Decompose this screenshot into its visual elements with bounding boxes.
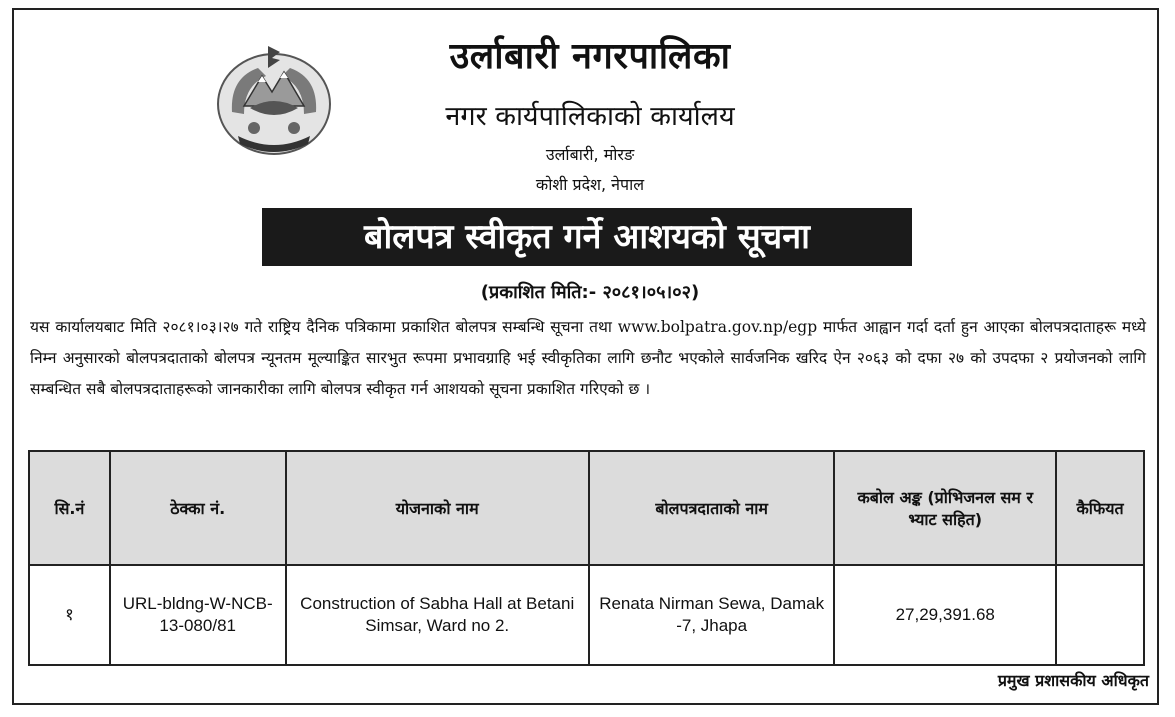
address-line-1: उर्लाबारी, मोरङ (545, 145, 635, 164)
header-bidder-name: बोलपत्रदाताको नाम (589, 451, 835, 565)
signature-title: प्रमुख प्रशासकीय अधिकृत (997, 671, 1149, 690)
cell-project-name: Construction of Sabha Hall at Betani Simsar, Ward no 2. (286, 565, 589, 665)
header-sn: सि.नं (29, 451, 110, 565)
table-header-row (29, 451, 1144, 565)
header-project-name: योजनाको नाम (286, 451, 589, 565)
cell-contract-no: URL-bldng-W-NCB-13-080/81 (110, 565, 286, 665)
header-bid-amount: कबोल अङ्क (प्रोभिजनल सम र भ्याट सहित) (834, 451, 1056, 565)
notice-title: बोलपत्र स्वीकृत गर्ने आशयको सूचना (262, 208, 912, 266)
award-table (28, 450, 1145, 666)
office-name: नगर कार्यपालिकाको कार्यालय (445, 101, 735, 132)
table-row (29, 565, 1144, 665)
published-date: (प्रकाशित मिति:- २०८१।०५।०२) (480, 282, 700, 303)
notice-body: यस कार्यालयबाट मिति २०८१।०३।२७ गते राष्ट्रिय दैनिक पत्रिकामा प्रकाशित बोलपत्र सम्बन्धि सूचना तथा www.bolpatra.gov.np/egp मार्फत आह्वान गर्दा दर्ता हुन आएका बोलपत्रदाताहरू मध्ये निम्न अनुसारको बोलपत्रदाताको बोलपत्र न्यूनतम मूल्याङ्कित सारभुत रूपमा प्रभावग्राहि भई स्वीकृतिका लागि छनौट भएकोले सार्वजनिक खरिद ऐन २०६३ को दफा २७ को उपदफा २ प्रयोजनको लागि सम्बन्धित सबै बोलपत्रदाताहरूको जानकारीका लागि बोलपत्र स्वीकृत गर्न आशयको सूचना प्रकाशित गरिएको छ । (30, 318, 1146, 398)
cell-bid-amount: 27,29,391.68 (834, 565, 1056, 665)
cell-remarks (1056, 565, 1144, 665)
address-line-2: कोशी प्रदेश, नेपाल (535, 175, 645, 194)
header-contract-no: ठेक्का नं. (110, 451, 286, 565)
cell-sn: १ (29, 565, 110, 665)
nepal-government-emblem-icon (210, 42, 338, 160)
cell-bidder-name: Renata Nirman Sewa, Damak -7, Jhapa (589, 565, 835, 665)
header-remarks: कैफियत (1056, 451, 1144, 565)
municipality-name: उर्लाबारी नगरपालिका (449, 36, 731, 77)
